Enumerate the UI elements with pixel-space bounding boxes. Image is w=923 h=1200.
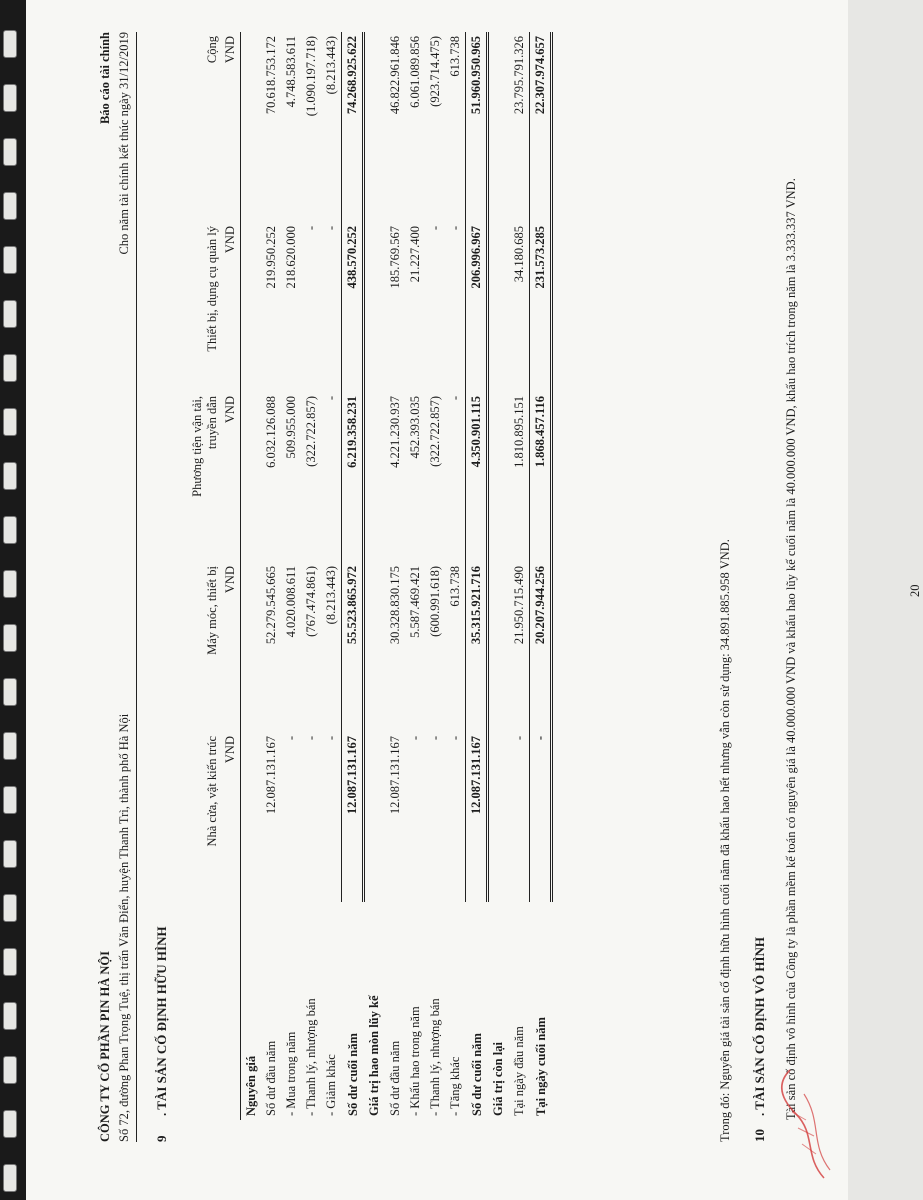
value-cell: (923.714.475) (428, 36, 442, 107)
value-cell: - (408, 736, 422, 741)
value-cell: 35.315.921.716 (466, 562, 488, 732)
value-cell (364, 392, 386, 562)
binder-hole (3, 786, 17, 814)
value-cell: 46.822.961.846 (388, 36, 402, 115)
red-signature-mark (766, 1064, 836, 1184)
table-row (281, 32, 301, 1120)
value-cell: 30.328.830.175 (388, 566, 402, 645)
value-cell: 5.587.469.421 (408, 566, 422, 638)
value-cell (364, 562, 386, 732)
rotated-sheet (26, 0, 922, 1200)
value-cell: (600.991.618) (428, 566, 442, 637)
row-label: Số dư đầu năm (388, 1040, 402, 1116)
binder-hole (3, 84, 17, 112)
value-cell: - (284, 736, 298, 741)
binder-hole (3, 516, 17, 544)
binder-hole (3, 948, 17, 976)
row-label: - Thanh lý, nhượng bán (428, 998, 442, 1116)
table-body (241, 32, 552, 1120)
value-cell: 34.180.685 (512, 226, 526, 283)
value-cell: 452.393.035 (408, 396, 422, 459)
value-cell: - (448, 396, 462, 401)
value-cell: 185.769.567 (388, 226, 402, 289)
table-row (342, 32, 364, 1120)
value-cell: - (304, 226, 318, 231)
company-address: Số 72, đường Phan Trọng Tuệ, thị trấn Văn Điển, huyện Thanh Trì, thành phố Hà Nội (117, 713, 131, 1142)
binder-hole (3, 732, 17, 760)
value-cell (488, 32, 510, 222)
report-header (96, 32, 134, 255)
value-cell: (8.213.443) (324, 36, 338, 95)
col-header: Cộng (205, 36, 219, 64)
row-label: Giá trị hao mòn lũy kế (367, 995, 382, 1116)
value-cell: 613.738 (448, 36, 462, 77)
section-10-heading: . TÀI SẢN CỐ ĐỊNH VÔ HÌNH (752, 936, 767, 1116)
row-label: Giá trị còn lại (491, 1042, 506, 1116)
binder-hole (3, 894, 17, 922)
table-row (301, 32, 321, 1120)
value-cell: - (428, 736, 442, 741)
table-row (466, 32, 488, 1120)
value-cell (241, 32, 262, 222)
value-cell: - (512, 736, 526, 741)
table-row (364, 32, 386, 1120)
value-cell: 1.868.457.116 (530, 392, 552, 562)
binder-hole (3, 570, 17, 598)
value-cell: 12.087.131.167 (466, 732, 488, 902)
binder-hole (3, 840, 17, 868)
report-title: Báo cáo tài chính (98, 32, 112, 125)
section-9-heading: . TÀI SẢN CỐ ĐỊNH HỮU HÌNH (154, 926, 169, 1116)
document-page (26, 0, 922, 1200)
value-cell: 231.573.285 (530, 222, 552, 392)
value-cell: 21.227.400 (408, 226, 422, 283)
value-cell: 6.219.358.231 (342, 392, 364, 562)
section-9-title (154, 926, 170, 1142)
section-10-number: 10 (752, 1129, 767, 1142)
row-label: Nguyên giá (244, 1055, 258, 1116)
unit-cell: VND (220, 32, 241, 222)
value-cell: - (448, 736, 462, 741)
row-label: Số dư đầu năm (264, 1040, 278, 1116)
binder-hole (3, 354, 17, 382)
value-cell (488, 562, 510, 732)
unit-cell: VND (220, 732, 241, 902)
company-name: CÔNG TY CỔ PHẦN PIN HÀ NỘI (98, 951, 112, 1142)
value-cell: 23.795.791.326 (512, 36, 526, 115)
value-cell: 21.950.715.490 (512, 566, 526, 645)
value-cell: (8.213.443) (324, 566, 338, 625)
value-cell: 438.570.252 (342, 222, 364, 392)
value-cell: 70.618.753.172 (264, 36, 278, 115)
value-cell: 4.748.583.611 (284, 36, 298, 108)
value-cell: 206.996.967 (466, 222, 488, 392)
value-cell: 12.087.131.167 (388, 736, 402, 815)
binder-hole (3, 1110, 17, 1138)
value-cell: (322.722.857) (428, 396, 442, 467)
value-cell: (322.722.857) (304, 396, 318, 467)
binder-hole (3, 624, 17, 652)
binder-hole (3, 1164, 17, 1192)
binder-strip (0, 0, 26, 1200)
value-cell: - (530, 732, 552, 902)
value-cell: - (324, 736, 338, 741)
table-row (241, 32, 262, 1120)
value-cell (364, 32, 386, 222)
header-rule (136, 32, 137, 1142)
binder-hole (3, 1002, 17, 1030)
value-cell (488, 732, 510, 902)
value-cell: 6.061.089.856 (408, 36, 422, 108)
table-row (425, 32, 445, 1120)
value-cell (364, 222, 386, 392)
col-header: Thiết bị, dụng cụ quản lý (205, 226, 219, 352)
row-label: - Giảm khác (324, 1054, 339, 1116)
unit-cell: VND (220, 562, 241, 732)
col-header: Phương tiện vận tải, truyền dẫn (190, 396, 219, 497)
row-label: Số dư cuối năm (345, 1033, 360, 1116)
table-row (385, 32, 405, 1120)
table-row (509, 32, 530, 1120)
unit-cell: VND (220, 392, 241, 562)
value-cell: 4.350.901.115 (466, 392, 488, 562)
value-cell: 4.221.230.937 (388, 396, 402, 468)
binder-hole (3, 462, 17, 490)
table-row (321, 32, 342, 1120)
row-label: - Thanh lý, nhượng bán (304, 998, 318, 1116)
binder-hole (3, 300, 17, 328)
value-cell (488, 392, 510, 562)
col-label-empty (174, 902, 220, 1120)
unit-row (220, 32, 241, 1120)
value-cell: 218.620.000 (284, 226, 298, 289)
value-cell: 52.279.545.665 (264, 566, 278, 645)
value-cell: 613.738 (448, 566, 462, 607)
binder-hole (3, 678, 17, 706)
value-cell: 12.087.131.167 (342, 732, 364, 902)
table-row (445, 32, 466, 1120)
value-cell: 22.307.974.657 (530, 32, 552, 222)
value-cell: 4.020.008.611 (284, 566, 298, 638)
section-9-number: 9 (154, 1135, 169, 1142)
company-header (96, 714, 134, 1142)
value-cell: - (324, 226, 338, 231)
value-cell: 12.087.131.167 (264, 736, 278, 815)
binder-hole (3, 246, 17, 274)
value-cell: (1.090.197.718) (304, 36, 318, 117)
binder-hole (3, 138, 17, 166)
value-cell (241, 732, 262, 902)
binder-hole (3, 408, 17, 436)
row-label: - Tăng khác (448, 1056, 463, 1116)
value-cell: 55.523.865.972 (342, 562, 364, 732)
row-label: - Khấu hao trong năm (408, 1006, 422, 1116)
value-cell: 509.955.000 (284, 396, 298, 459)
table-header-row (174, 32, 220, 1120)
binder-hole (3, 1056, 17, 1084)
value-cell: 1.810.895.151 (512, 396, 526, 468)
value-cell: - (324, 396, 338, 401)
value-cell: 51.960.950.965 (466, 32, 488, 222)
value-cell: (767.474.861) (304, 566, 318, 637)
row-label: Tại ngày đầu năm (512, 1026, 527, 1116)
table-note: Trong đó: Nguyên giá tài sản cố định hữu hình cuối năm đã khấu hao hết nhưng vẫn còn sử dụng: 34.891.885.958 VND. (718, 539, 732, 1142)
binder-hole (3, 30, 17, 58)
report-period: Cho năm tài chính kết thúc ngày 31/12/2019 (117, 32, 131, 255)
value-cell (364, 732, 386, 902)
value-cell: 74.268.925.622 (342, 32, 364, 222)
col-header: Nhà cửa, vật kiến trúc (205, 736, 219, 847)
unit-cell: VND (220, 222, 241, 392)
row-label: Tại ngày cuối năm (533, 1017, 548, 1116)
row-label: - Mua trong năm (284, 1031, 298, 1116)
value-cell: 20.207.944.256 (530, 562, 552, 732)
document-body (96, 32, 922, 1142)
section-10-text: Tài sản cố định vô hình của Công ty là phần mềm kế toán có nguyên giá là 40.000.000 VND và khấu hao lũy kế cuối năm là 40.000.000 VND, khấu hao trích trong năm là 3.333.337 VND. (784, 178, 798, 1120)
value-cell: - (428, 226, 442, 231)
value-cell (241, 392, 262, 562)
value-cell (241, 562, 262, 732)
value-cell: - (304, 736, 318, 741)
row-label: Số dư cuối năm (469, 1033, 484, 1116)
binder-hole (3, 192, 17, 220)
value-cell: - (448, 226, 462, 231)
table-row (405, 32, 425, 1120)
page-number: 20 (908, 584, 922, 597)
table-row (488, 32, 510, 1120)
col-header: Máy móc, thiết bị (205, 566, 219, 655)
value-cell (241, 222, 262, 392)
value-cell: 6.032.126.088 (264, 396, 278, 468)
value-cell (488, 222, 510, 392)
fixed-assets-table (174, 32, 553, 1120)
table-row (530, 32, 552, 1120)
value-cell: 219.950.252 (264, 226, 278, 289)
table-row (261, 32, 281, 1120)
